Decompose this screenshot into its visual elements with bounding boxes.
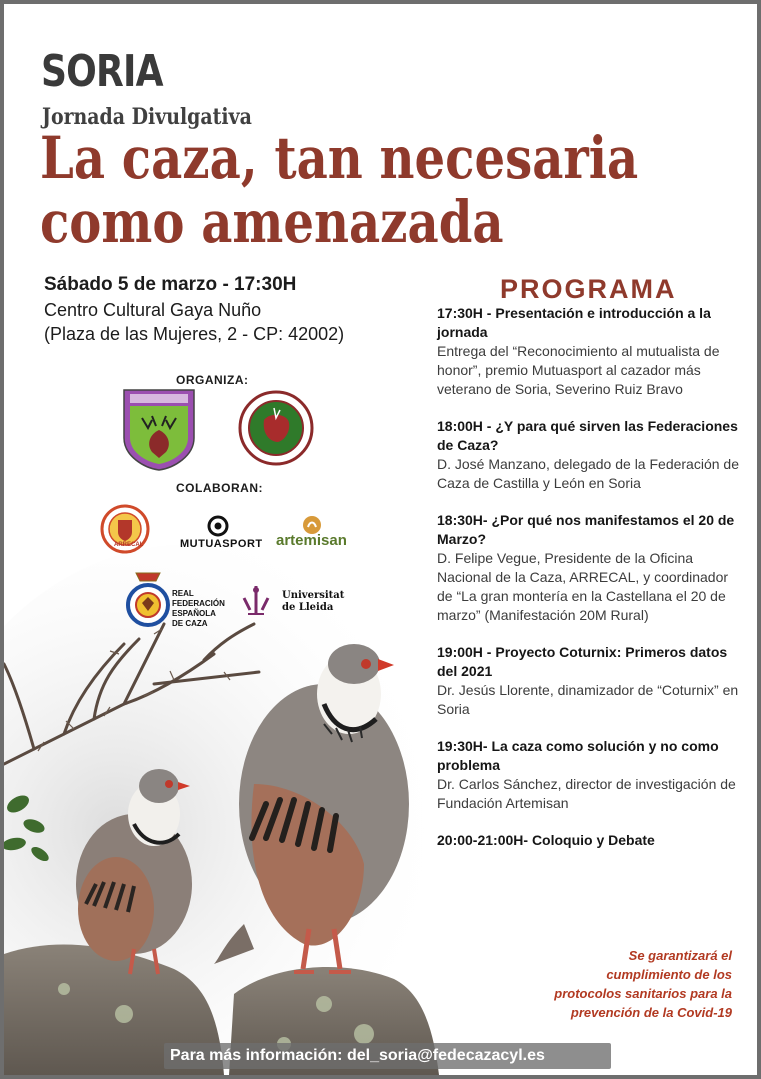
artemisan-logo-text: artemisan <box>276 532 347 549</box>
programa-item-heading: 18:00H - ¿Y para qué sirven las Federaciones de Caza? <box>437 418 738 453</box>
event-venue: Centro Cultural Gaya Nuño <box>44 300 262 320</box>
event-date: Sábado 5 de marzo - 17:30H <box>44 274 297 295</box>
poster <box>4 4 757 1075</box>
programa-item <box>437 737 742 813</box>
covid-line-2: cumplimiento de los <box>606 967 732 982</box>
programa-item-description: Dr. Jesús Llorente, dinamizador de “Coturnix” en Soria <box>437 682 739 717</box>
programa-item <box>437 511 742 625</box>
event-details <box>44 272 344 346</box>
programa-item-description: D. Felipe Vegue, Presidente de la Oficina Nacional de la Caza, ARRECAL, y coordinador de “La gran montería en la Castellana el 20 de marzo” (Manifestación 20M Rural) <box>437 550 729 623</box>
arrecal-logo-text: ARRECAL <box>114 542 144 548</box>
programa-item-heading: 19:00H - Proyecto Coturnix: Primeros datos del 2021 <box>437 644 728 679</box>
event-headline <box>40 126 638 254</box>
programa-item-heading: 19:30H- La caza como solución y no como problema <box>437 738 719 773</box>
covid-line-4: prevención de la Covid-19 <box>570 1005 732 1020</box>
mutuasport-logo-text: MUTUASPORT <box>180 538 263 550</box>
rfec-text-line-1: REAL <box>172 589 194 598</box>
colaboran-label: COLABORAN: <box>176 481 263 495</box>
programa-item-description: Entrega del “Reconocimiento al mutualista de honor”, premio Mutuasport al cazador más veterano de Soria, Severino Ruiz Bravo <box>437 343 720 397</box>
programa-item <box>437 304 742 399</box>
federacion-caza-cyl-shield-logo <box>122 388 196 472</box>
mutuasport-symbol-icon <box>207 515 229 537</box>
event-address: (Plaza de las Mujeres, 2 - CP: 42002) <box>44 324 345 344</box>
contact-info[interactable]: Para más información: del_soria@fedecazacyl.es <box>170 1047 545 1064</box>
rfec-text-line-3: ESPAÑOLA <box>172 609 216 618</box>
rfec-text-line-4: DE CAZA <box>172 619 208 628</box>
programa-item-heading: 17:30H - Presentación e introducción a la jornada <box>437 305 711 340</box>
covid-line-3: protocolos sanitarios para la <box>554 986 732 1001</box>
programa-item <box>437 643 742 719</box>
programa-list <box>437 304 742 868</box>
city-title: SORIA <box>41 46 163 97</box>
programa-item <box>437 831 742 850</box>
federacion-soriana-caza-round-logo <box>238 390 314 466</box>
programa-item-description: D. José Manzano, delegado de la Federación de Caza de Castilla y León en Soria <box>437 456 739 491</box>
rfec-logo-text <box>172 589 225 629</box>
udl-logo-text <box>282 590 344 614</box>
programa-item-heading: 20:00-21:00H- Coloquio y Debate <box>437 832 655 848</box>
udl-text-line-2: de Lleida <box>282 602 334 613</box>
organiza-label: ORGANIZA: <box>176 373 249 387</box>
udl-crest-logo <box>236 584 276 620</box>
programa-item-heading: 18:30H- ¿Por qué nos manifestamos el 20 de Marzo? <box>437 512 735 547</box>
headline-line-1: La caza, tan necesaria <box>40 124 639 192</box>
programa-title: PROGRAMA <box>500 274 677 304</box>
programa-item-description: Dr. Carlos Sánchez, director de investigación de Fundación Artemisan <box>437 776 736 811</box>
event-subtitle: Jornada Divulgativa <box>42 104 252 130</box>
programa-item <box>437 417 742 493</box>
covid-notice <box>512 946 732 1022</box>
covid-line-1: Se garantizará el <box>628 948 732 963</box>
headline-line-2: como amenazada <box>40 188 504 256</box>
rfec-text-line-2: FEDERACIÓN <box>172 599 225 608</box>
udl-text-line-1: Universitat <box>282 590 345 601</box>
rfec-crest-logo <box>126 569 170 627</box>
